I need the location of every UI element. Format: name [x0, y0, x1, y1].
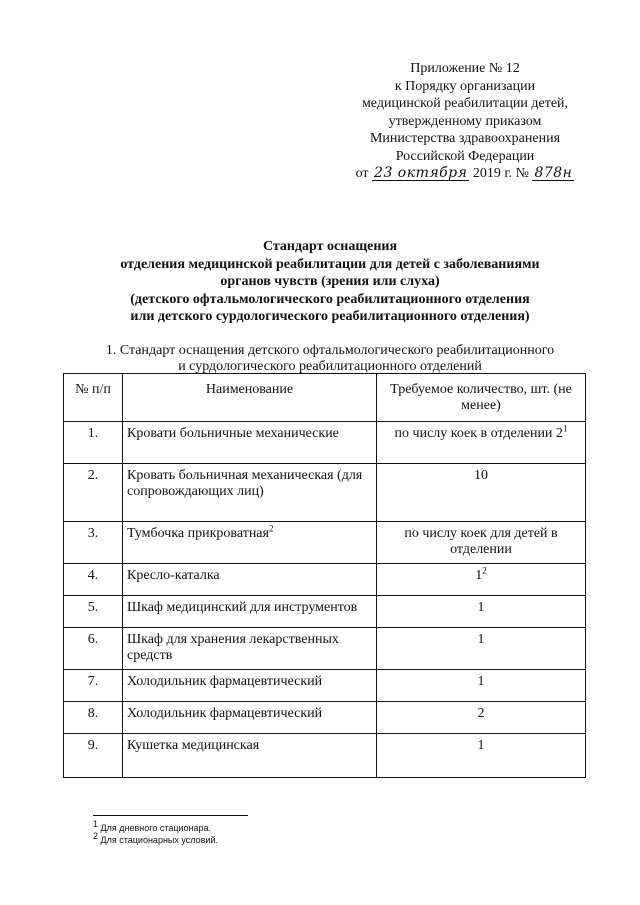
footnote-ref: 2: [268, 523, 274, 534]
qty-text: по числу коек в отделении 2: [394, 426, 563, 441]
title-line: (детского офтальмологического реабилитационного отделения: [130, 291, 530, 307]
date-suffix: 2019 г. №: [472, 166, 529, 181]
row-name: Кровать больничная механическая (для сопровождающих лиц): [123, 464, 377, 522]
appendix-line: к Порядку организации: [394, 78, 536, 94]
footnote-ref: 2: [482, 565, 487, 576]
table-header-row: [64, 374, 586, 422]
row-qty: [377, 464, 586, 522]
table-row: [64, 670, 586, 702]
qty-text: 2: [477, 706, 485, 721]
handwritten-order-number: 878н: [534, 165, 573, 181]
row-num: 9.: [64, 734, 123, 778]
row-name: Холодильник фармацевтический: [123, 702, 377, 734]
row-name: Шкаф для хранения лекарственных средств: [123, 628, 377, 670]
footnote-text: Для дневного стационара.: [100, 823, 212, 833]
row-num: 8.: [64, 702, 123, 734]
qty-text: по числу коек для детей в отделении: [404, 526, 558, 557]
order-date-line: [330, 165, 600, 183]
appendix-line: Российской Федерации: [395, 148, 535, 164]
row-num: 1.: [64, 422, 123, 464]
section-heading: [80, 343, 580, 375]
footnote-item: [93, 819, 493, 834]
title-line: или детского сурдологического реабилитационного отделения): [130, 309, 530, 324]
qty-text: 1: [477, 600, 485, 615]
footnote-divider: [93, 815, 248, 816]
row-name: [123, 522, 377, 564]
section-line: 1. Стандарт оснащения детского офтальмологического реабилитационного: [105, 343, 555, 358]
row-num: 3.: [64, 522, 123, 564]
footnote-mark: 1: [93, 819, 99, 829]
row-qty: [377, 564, 586, 596]
qty-text: 1: [475, 568, 483, 583]
title-line: Стандарт оснащения: [262, 239, 398, 254]
qty-text: 10: [474, 468, 488, 483]
row-name: Кресло-каталка: [123, 564, 377, 596]
table-row: [64, 628, 586, 670]
row-num: 5.: [64, 596, 123, 628]
row-name: Кровати больничные механические: [123, 422, 377, 464]
row-qty: [377, 670, 586, 702]
table-row: [64, 596, 586, 628]
row-name: Холодильник фармацевтический: [123, 670, 377, 702]
appendix-line: медицинской реабилитации детей,: [361, 96, 569, 111]
footnote-mark: 2: [93, 831, 99, 841]
row-qty: [377, 522, 586, 564]
table-row: [64, 464, 586, 522]
document-title: [60, 238, 600, 326]
footnotes: [93, 819, 493, 846]
section-line: и сурдологического реабилитационного отделений: [178, 359, 482, 374]
appendix-line: Министерства здравоохранения: [369, 131, 561, 146]
name-text: Тумбочка прикроватная: [127, 526, 269, 541]
qty-text: 1: [477, 738, 485, 753]
qty-text: 1: [477, 674, 485, 689]
row-num: 7.: [64, 670, 123, 702]
table-row: [64, 564, 586, 596]
appendix-header: [330, 60, 600, 183]
header-name: Наименование: [123, 374, 377, 422]
row-num: 4.: [64, 564, 123, 596]
table-row: [64, 734, 586, 778]
date-prefix: от: [355, 166, 369, 181]
row-qty: [377, 596, 586, 628]
row-name: Шкаф медицинский для инструментов: [123, 596, 377, 628]
qty-text: 1: [477, 632, 485, 647]
footnote-text: Для стационарных условий.: [100, 835, 218, 845]
equipment-table: [63, 373, 586, 778]
footnote-item: [93, 831, 493, 846]
title-line: отделения медицинской реабилитации для детей с заболеваниями: [120, 256, 540, 272]
footnote-ref: 1: [562, 423, 568, 434]
row-num: 2.: [64, 464, 123, 522]
appendix-line: Приложение № 12: [410, 61, 520, 76]
title-line: органов чувств (зрения или слуха): [220, 274, 440, 289]
row-qty: [377, 734, 586, 778]
row-name: Кушетка медицинская: [123, 734, 377, 778]
header-num: № п/п: [64, 374, 123, 422]
header-qty: Требуемое количество, шт. (не менее): [377, 374, 586, 422]
table-row: [64, 422, 586, 464]
row-qty: [377, 702, 586, 734]
row-num: 6.: [64, 628, 123, 670]
appendix-line: утвержденному приказом: [388, 113, 542, 129]
table-row: [64, 522, 586, 564]
handwritten-date: 23 октября: [374, 165, 468, 181]
row-qty: [377, 422, 586, 464]
table-row: [64, 702, 586, 734]
row-qty: [377, 628, 586, 670]
